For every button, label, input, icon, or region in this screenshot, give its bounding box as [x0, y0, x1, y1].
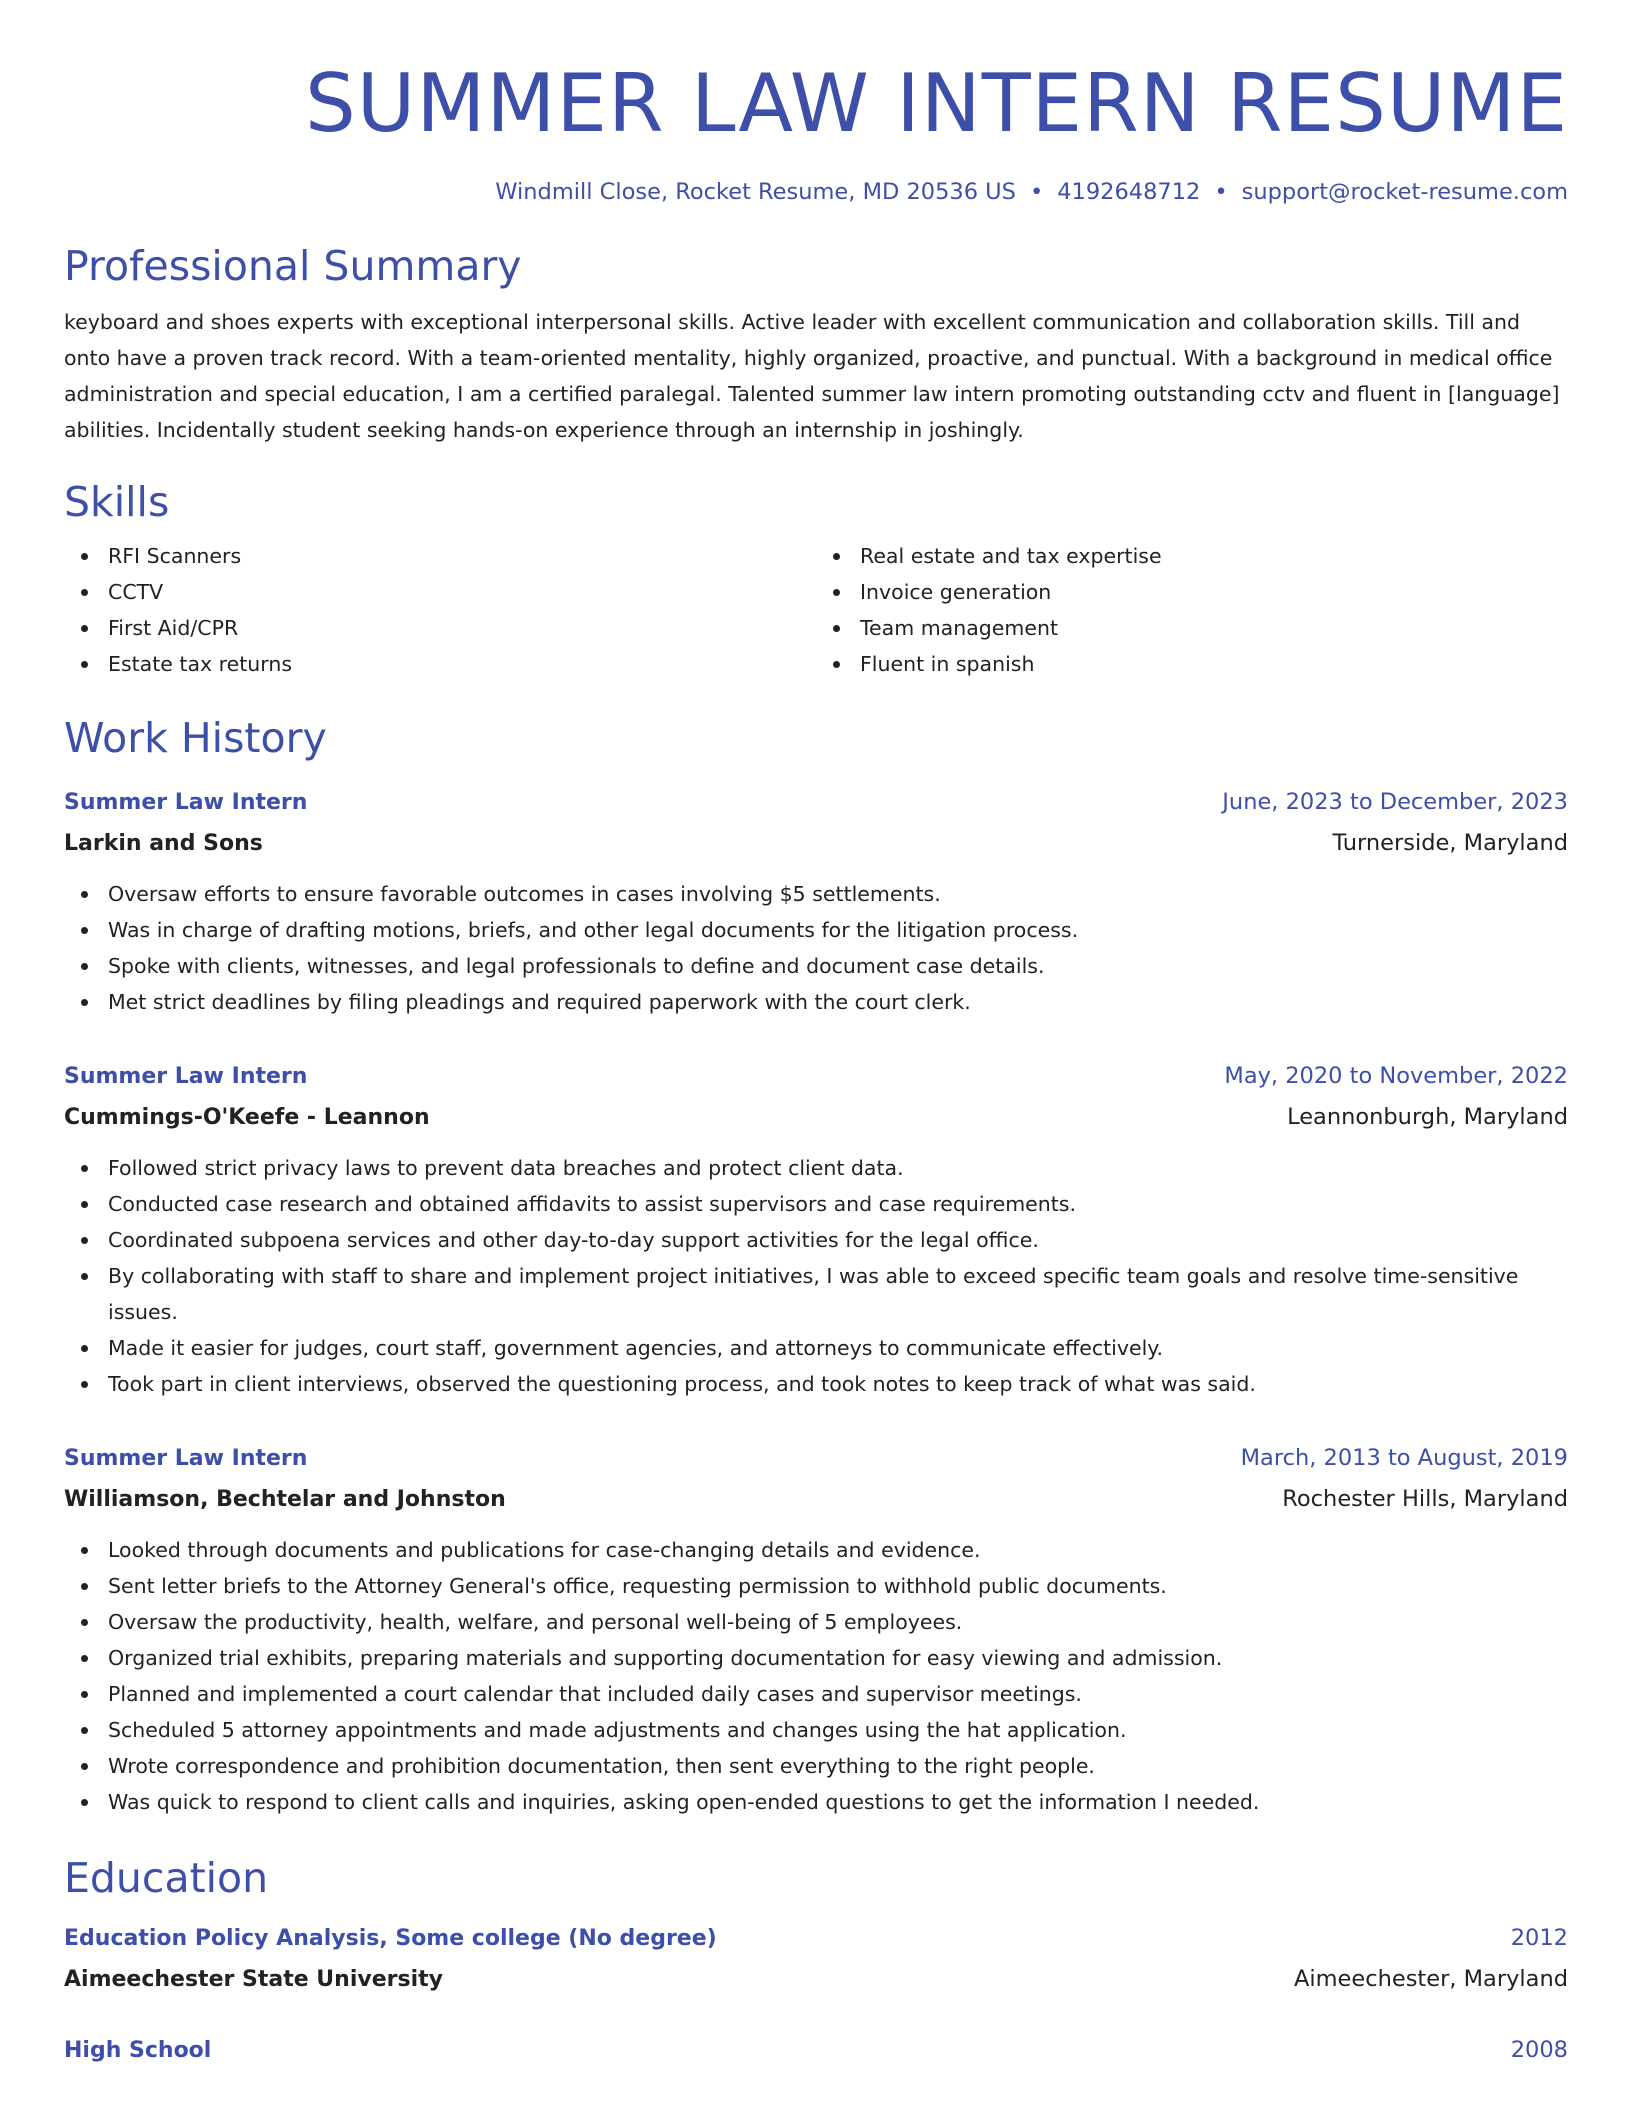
job-company-row	[64, 1097, 1568, 1138]
skills-column-right	[816, 538, 1568, 682]
contact-email: support@rocket-resume.com	[1241, 179, 1568, 205]
job-header-row	[64, 782, 1568, 823]
job-bullet: Organized trial exhibits, preparing materials and supporting documentation for easy viewing and admission.	[64, 1640, 1568, 1676]
job-bullet: Scheduled 5 attorney appointments and made adjustments and changes using the hat application.	[64, 1712, 1568, 1748]
contact-line	[64, 176, 1568, 208]
job-bullet: Planned and implemented a court calendar that included daily cases and supervisor meetings.	[64, 1676, 1568, 1712]
skill-item: First Aid/CPR	[64, 610, 816, 646]
skills-grid	[64, 538, 1568, 682]
job-bullet: Was quick to respond to client calls and inquiries, asking open-ended questions to get the information I needed.	[64, 1784, 1568, 1820]
skills-column-left	[64, 538, 816, 682]
education-degree: High School	[64, 2038, 212, 2063]
resume-header	[64, 0, 1568, 208]
section-title-skills: Skills	[64, 478, 170, 526]
job-location: Leannonburgh, Maryland	[1287, 1104, 1568, 1130]
job-bullet: Was in charge of drafting motions, briefs, and other legal documents for the litigation process.	[64, 912, 1568, 948]
contact-phone: 4192648712	[1057, 179, 1201, 205]
skill-item: Fluent in spanish	[816, 646, 1568, 682]
skill-item: Real estate and tax expertise	[816, 538, 1568, 574]
job-bullet: Met strict deadlines by filing pleadings and required paperwork with the court clerk.	[64, 984, 1568, 1020]
job-location: Rochester Hills, Maryland	[1282, 1486, 1568, 1512]
education-year: 2008	[1510, 2037, 1568, 2063]
job-bullet: Oversaw the productivity, health, welfare, and personal well-being of 5 employees.	[64, 1604, 1568, 1640]
job-bullet: Coordinated subpoena services and other day-to-day support activities for the legal office.	[64, 1222, 1568, 1258]
job-entry	[64, 1056, 1568, 1402]
job-bullets	[64, 1150, 1568, 1402]
job-dates: June, 2023 to December, 2023	[1222, 789, 1568, 815]
job-bullet: Took part in client interviews, observed the questioning process, and took notes to keep track of what was said.	[64, 1366, 1568, 1402]
education-header-row	[64, 2030, 1568, 2071]
skill-item: CCTV	[64, 574, 816, 610]
education-school: Aimeechester State University	[64, 1967, 443, 1992]
job-location: Turnerside, Maryland	[1332, 830, 1568, 856]
job-bullet: Followed strict privacy laws to prevent data breaches and protect client data.	[64, 1150, 1568, 1186]
job-company-row	[64, 1479, 1568, 1520]
job-entry	[64, 1438, 1568, 1820]
job-bullet: Wrote correspondence and prohibition documentation, then sent everything to the right people.	[64, 1748, 1568, 1784]
section-title-summary: Professional Summary	[64, 242, 522, 290]
education-entry	[64, 1918, 1568, 2000]
job-company: Cummings-O'Keefe - Leannon	[64, 1105, 430, 1130]
section-title-work-history: Work History	[64, 714, 327, 762]
skill-item: Team management	[816, 610, 1568, 646]
job-bullets	[64, 1532, 1568, 1820]
job-role: Summer Law Intern	[64, 790, 308, 815]
job-company: Williamson, Bechtelar and Johnston	[64, 1487, 506, 1512]
job-role: Summer Law Intern	[64, 1064, 308, 1089]
job-header-row	[64, 1438, 1568, 1479]
candidate-name: SUMMER LAW INTERN RESUME	[305, 57, 1568, 150]
job-company: Larkin and Sons	[64, 831, 263, 856]
education-degree: Education Policy Analysis, Some college (No degree)	[64, 1926, 717, 1951]
job-dates: May, 2020 to November, 2022	[1224, 1063, 1568, 1089]
job-header-row	[64, 1056, 1568, 1097]
job-bullet: Made it easier for judges, court staff, government agencies, and attorneys to communicate effectively.	[64, 1330, 1568, 1366]
skill-item: RFI Scanners	[64, 538, 816, 574]
job-bullet: Oversaw efforts to ensure favorable outcomes in cases involving $5 settlements.	[64, 876, 1568, 912]
job-bullet: Looked through documents and publications for case-changing details and evidence.	[64, 1532, 1568, 1568]
education-entry	[64, 2030, 1568, 2071]
job-role: Summer Law Intern	[64, 1446, 308, 1471]
job-bullets	[64, 876, 1568, 1020]
education-header-row	[64, 1918, 1568, 1959]
contact-separator: •	[1029, 179, 1044, 205]
job-bullet: Sent letter briefs to the Attorney General's office, requesting permission to withhold public documents.	[64, 1568, 1568, 1604]
contact-separator: •	[1214, 179, 1228, 205]
job-bullet: Spoke with clients, witnesses, and legal professionals to define and document case details.	[64, 948, 1568, 984]
job-entry	[64, 782, 1568, 1020]
job-company-row	[64, 823, 1568, 864]
skill-item: Invoice generation	[816, 574, 1568, 610]
education-location: Aimeechester, Maryland	[1293, 1966, 1568, 1992]
section-title-education: Education	[64, 1854, 269, 1902]
job-bullet: Conducted case research and obtained affidavits to assist supervisors and case requirements.	[64, 1186, 1568, 1222]
skill-item: Estate tax returns	[64, 646, 816, 682]
summary-text: keyboard and shoes experts with exceptional interpersonal skills. Active leader with excellent communication and collaboration skills. Till and onto have a proven track record. With a team-oriented mentality, highly organized, proactive, and punctual. With a background in medical office administration and special education, I am a certified paralegal. Talented summer law intern promoting outstanding cctv and fluent in [language] abilities. Incidentally student seeking hands-on experience through an internship in joshingly.	[64, 310, 1560, 442]
contact-address: Windmill Close, Rocket Resume, MD 20536 US	[495, 179, 1016, 205]
job-dates: March, 2013 to August, 2019	[1240, 1445, 1568, 1471]
education-year: 2012	[1510, 1925, 1568, 1951]
job-bullet: By collaborating with staff to share and implement project initiatives, I was able to exceed specific team goals and resolve time-sensitive issues.	[64, 1258, 1568, 1330]
education-school-row	[64, 1959, 1568, 2000]
